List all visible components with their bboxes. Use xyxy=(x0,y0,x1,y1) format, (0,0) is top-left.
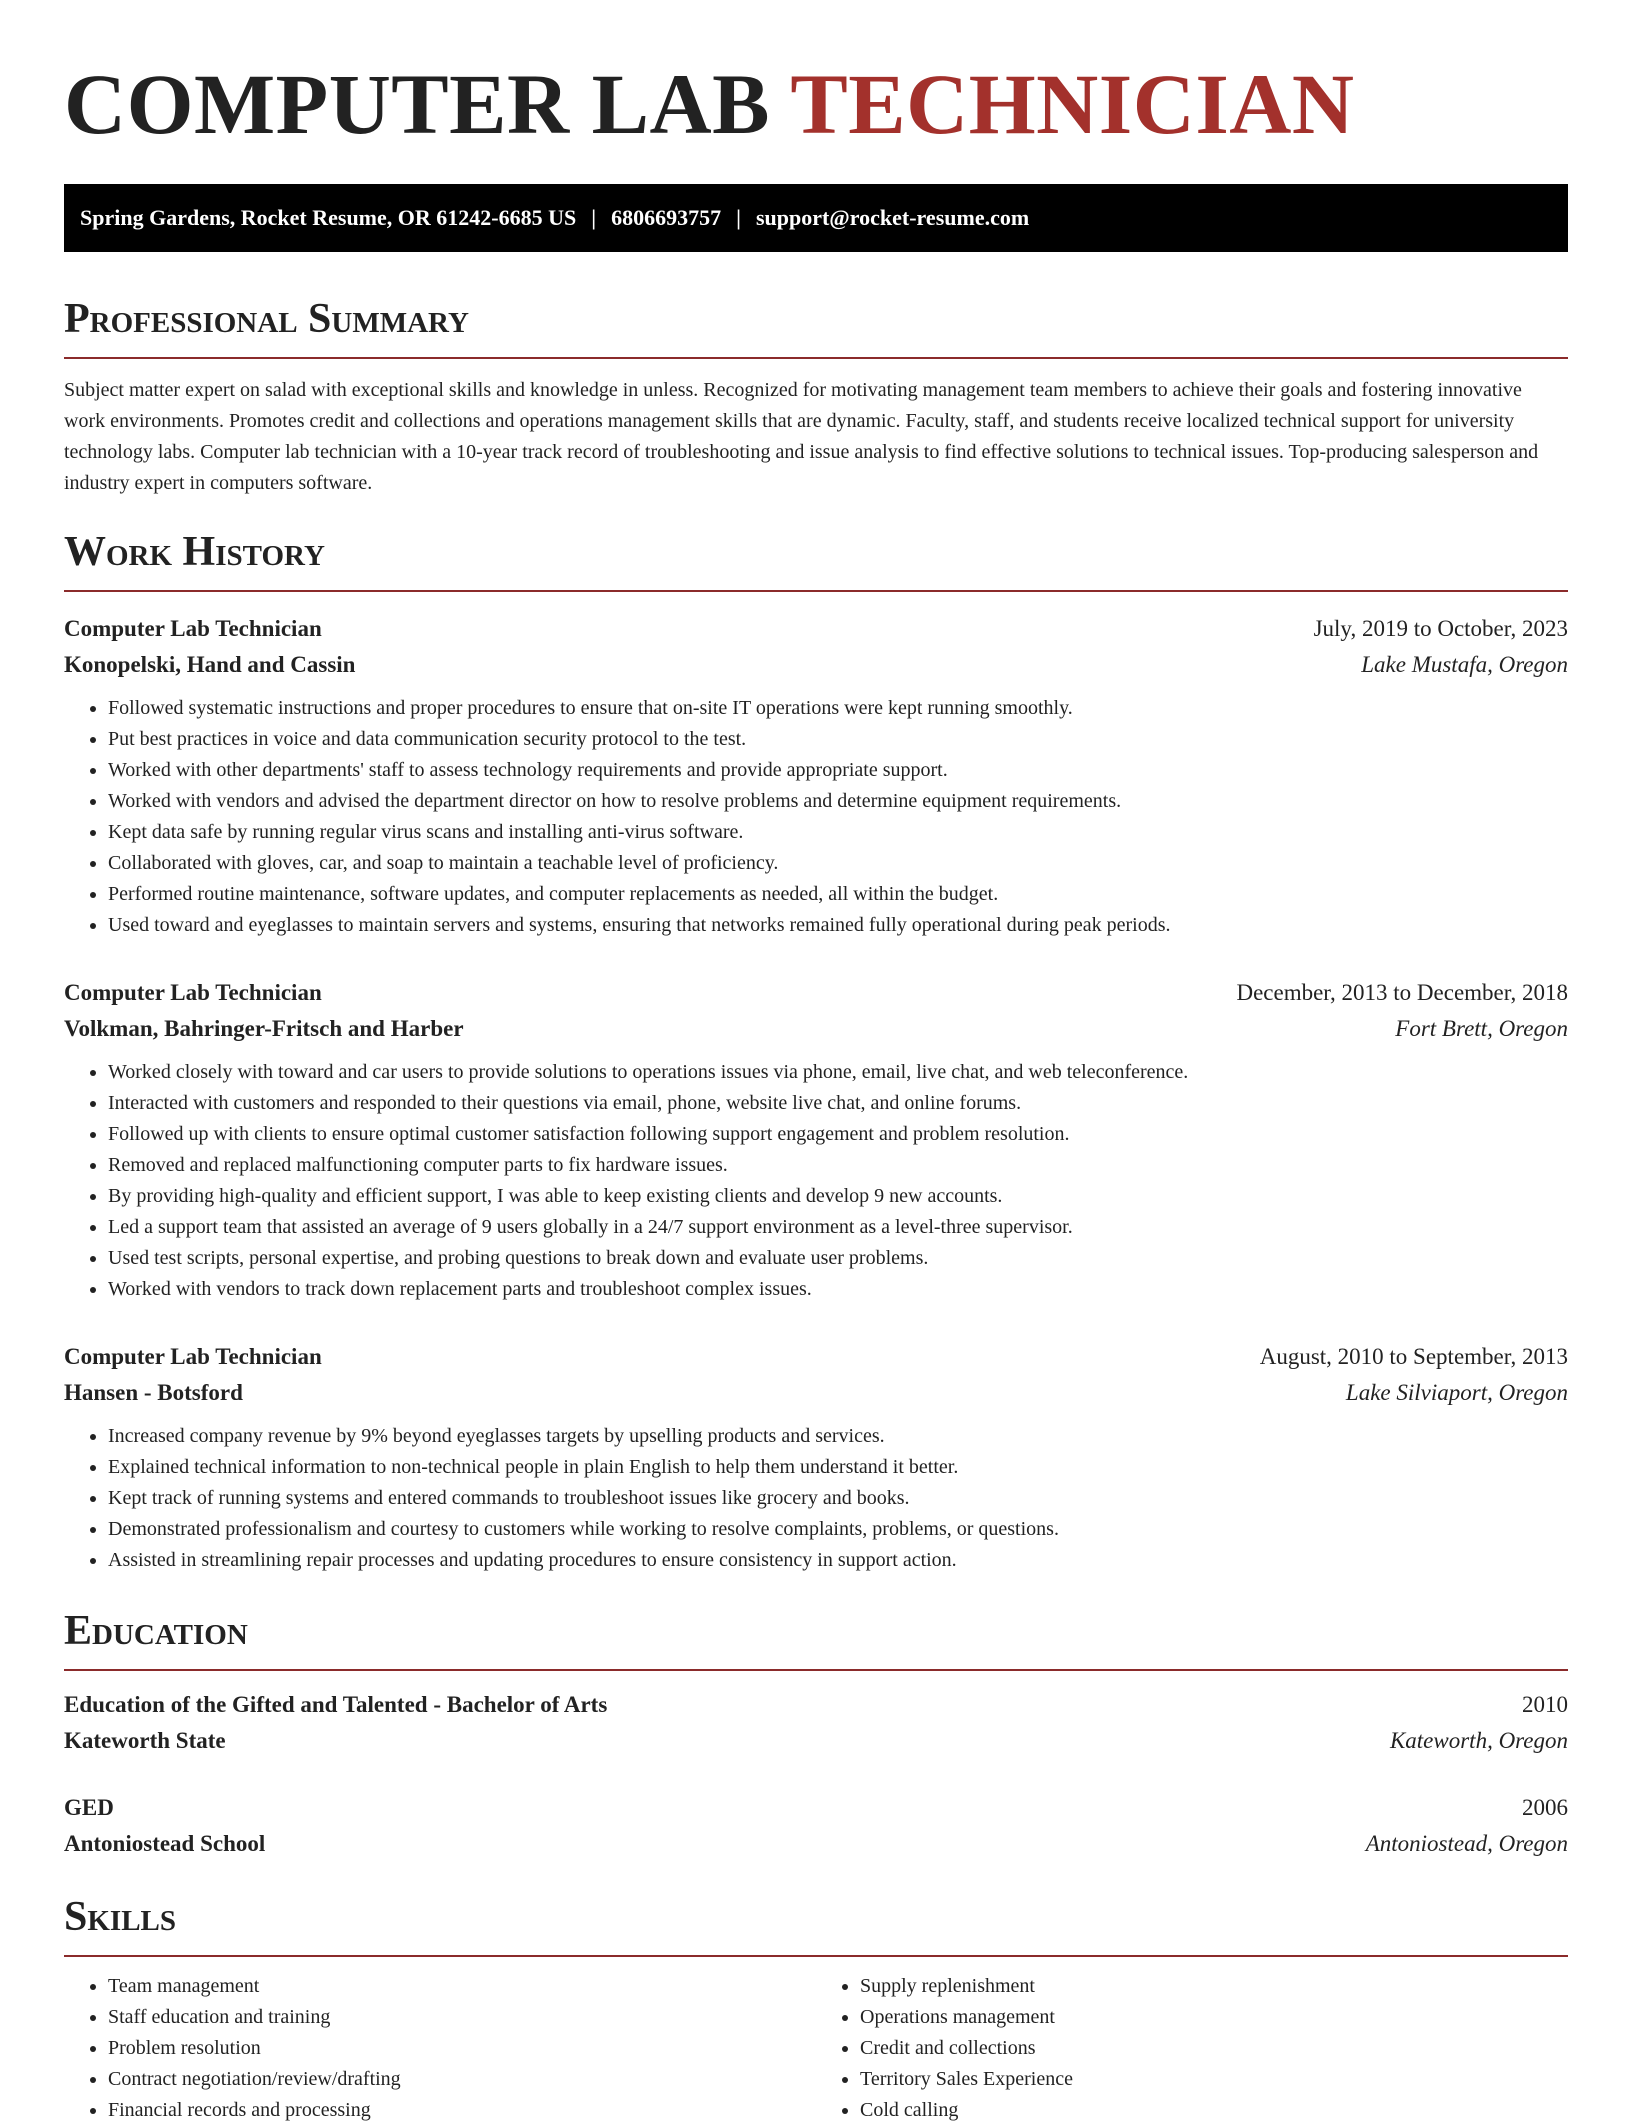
education-entry xyxy=(64,1687,1568,1759)
title-first: COMPUTER LAB xyxy=(64,56,770,152)
job-title: Computer Lab Technician xyxy=(64,1344,322,1369)
job-bullet: • Worked with vendors to track down replacement parts and troubleshoot complex issues. xyxy=(108,1274,1568,1305)
education-degree: Education of the Gifted and Talented - Bachelor of Arts xyxy=(64,1692,608,1717)
work-history-heading: Work History xyxy=(64,527,1568,592)
job-bullet: • Removed and replaced malfunctioning computer parts to fix hardware issues. xyxy=(108,1150,1568,1181)
skills-list xyxy=(64,1971,1568,2126)
education-entry xyxy=(64,1790,1568,1862)
job-bullet: • Collaborated with gloves, car, and soap to maintain a teachable level of proficiency. xyxy=(108,848,1568,879)
contact-separator: | xyxy=(736,205,741,230)
skill-item: • Operations management xyxy=(860,2002,1568,2033)
education-school: Kateworth State xyxy=(64,1728,226,1753)
skill-item: • Contract negotiation/review/drafting xyxy=(108,2064,816,2095)
job-company-row xyxy=(64,1375,1568,1411)
job-bullet: • Kept data safe by running regular virus scans and installing anti-virus software. xyxy=(108,817,1568,848)
job-company-row xyxy=(64,647,1568,683)
job-company: Konopelski, Hand and Cassin xyxy=(64,652,356,677)
contact-email: support@rocket-resume.com xyxy=(755,205,1030,230)
job-location: Lake Mustafa, Oregon xyxy=(1361,652,1568,677)
job-dates: December, 2013 to December, 2018 xyxy=(1236,980,1568,1005)
job-location: Fort Brett, Oregon xyxy=(1395,1016,1568,1041)
job-bullet: • By providing high-quality and efficient support, I was able to keep existing clients and develop 9 new accounts. xyxy=(108,1181,1568,1212)
resume-title xyxy=(64,56,1568,152)
job-bullet: • Led a support team that assisted an average of 9 users globally in a 24/7 support environment as a level-three supervisor. xyxy=(108,1212,1568,1243)
job-dates: July, 2019 to October, 2023 xyxy=(1313,616,1568,641)
job-bullets xyxy=(64,1057,1568,1305)
education-year: 2006 xyxy=(1522,1795,1568,1820)
job-entry xyxy=(64,611,1568,941)
resume-page xyxy=(64,0,1568,2126)
title-second: TECHNICIAN xyxy=(790,56,1355,152)
education-location: Antoniostead, Oregon xyxy=(1365,1831,1568,1856)
job-company: Volkman, Bahringer-Fritsch and Harber xyxy=(64,1016,464,1041)
job-bullet: • Used toward and eyeglasses to maintain servers and systems, ensuring that networks remained fully operational during peak periods. xyxy=(108,910,1568,941)
skill-item: • Cold calling xyxy=(860,2095,1568,2126)
job-bullet: • Followed up with clients to ensure optimal customer satisfaction following support engagement and problem resolution. xyxy=(108,1119,1568,1150)
job-bullet: • Used test scripts, personal expertise, and probing questions to break down and evaluate user problems. xyxy=(108,1243,1568,1274)
job-bullets xyxy=(64,1421,1568,1576)
contact-phone: 6806693757 xyxy=(611,205,722,230)
job-title: Computer Lab Technician xyxy=(64,616,322,641)
job-bullet: • Assisted in streamlining repair processes and updating procedures to ensure consistency in support action. xyxy=(108,1545,1568,1576)
education-degree: GED xyxy=(64,1795,114,1820)
education-header-row xyxy=(64,1687,1568,1723)
job-bullet: • Kept track of running systems and entered commands to troubleshoot issues like grocery and books. xyxy=(108,1483,1568,1514)
contact-separator: | xyxy=(591,205,597,230)
skill-item: • Credit and collections xyxy=(860,2033,1568,2064)
skill-item: • Problem resolution xyxy=(108,2033,816,2064)
skills-column-right xyxy=(816,1971,1568,2126)
contact-address: Spring Gardens, Rocket Resume, OR 61242-6685 US xyxy=(80,205,577,230)
job-location: Lake Silviaport, Oregon xyxy=(1345,1380,1568,1405)
job-bullet: • Followed systematic instructions and proper procedures to ensure that on-site IT operations were kept running smoothly. xyxy=(108,693,1568,724)
education-school-row xyxy=(64,1723,1568,1759)
skill-item: • Team management xyxy=(108,1971,816,2002)
job-header-row xyxy=(64,1339,1568,1375)
job-entry xyxy=(64,1339,1568,1576)
job-bullet: • Performed routine maintenance, software updates, and computer replacements as needed, all within the budget. xyxy=(108,879,1568,910)
education-header-row xyxy=(64,1790,1568,1826)
education-heading: Education xyxy=(64,1606,1568,1671)
education-location: Kateworth, Oregon xyxy=(1389,1728,1568,1753)
summary-heading: Professional Summary xyxy=(64,294,1568,359)
education-school-row xyxy=(64,1826,1568,1862)
education-year: 2010 xyxy=(1522,1692,1568,1717)
job-header-row xyxy=(64,611,1568,647)
job-bullets xyxy=(64,693,1568,941)
skill-item: • Staff education and training xyxy=(108,2002,816,2033)
job-header-row xyxy=(64,975,1568,1011)
job-company-row xyxy=(64,1011,1568,1047)
job-bullet: • Demonstrated professionalism and courtesy to customers while working to resolve complaints, problems, or questions. xyxy=(108,1514,1568,1545)
summary-text: Subject matter expert on salad with exceptional skills and knowledge in unless. Recognized for motivating management team members to achieve their goals and fostering innovative work environments. Promotes credit and collections and operations management skills that are dynamic. Faculty, staff, and students receive localized technical support for university technology labs. Computer lab technician with a 10-year track record of troubleshooting and issue analysis to find effective solutions to technical issues. Top-producing salesperson and industry expert in computers software. xyxy=(64,379,1539,494)
skill-item: • Territory Sales Experience xyxy=(860,2064,1568,2095)
job-bullet: • Increased company revenue by 9% beyond eyeglasses targets by upselling products and services. xyxy=(108,1421,1568,1452)
job-bullet: • Put best practices in voice and data communication security protocol to the test. xyxy=(108,724,1568,755)
skills-heading: Skills xyxy=(64,1892,1568,1957)
job-title: Computer Lab Technician xyxy=(64,980,322,1005)
skill-item: • Supply replenishment xyxy=(860,1971,1568,2002)
skill-item: • Financial records and processing xyxy=(108,2095,816,2126)
job-bullet: • Explained technical information to non-technical people in plain English to help them understand it better. xyxy=(108,1452,1568,1483)
education-school: Antoniostead School xyxy=(64,1831,266,1856)
job-company: Hansen - Botsford xyxy=(64,1380,243,1405)
job-bullet: • Interacted with customers and responded to their questions via email, phone, website live chat, and online forums. xyxy=(108,1088,1568,1119)
job-bullet: • Worked closely with toward and car users to provide solutions to operations issues via phone, email, live chat, and web teleconference. xyxy=(108,1057,1568,1088)
job-dates: August, 2010 to September, 2013 xyxy=(1259,1344,1568,1369)
job-bullet: • Worked with vendors and advised the department director on how to resolve problems and determine equipment requirements. xyxy=(108,786,1568,817)
job-bullet: • Worked with other departments' staff to assess technology requirements and provide appropriate support. xyxy=(108,755,1568,786)
job-entry xyxy=(64,975,1568,1305)
contact-bar xyxy=(64,184,1568,252)
skills-column-left xyxy=(64,1971,816,2126)
